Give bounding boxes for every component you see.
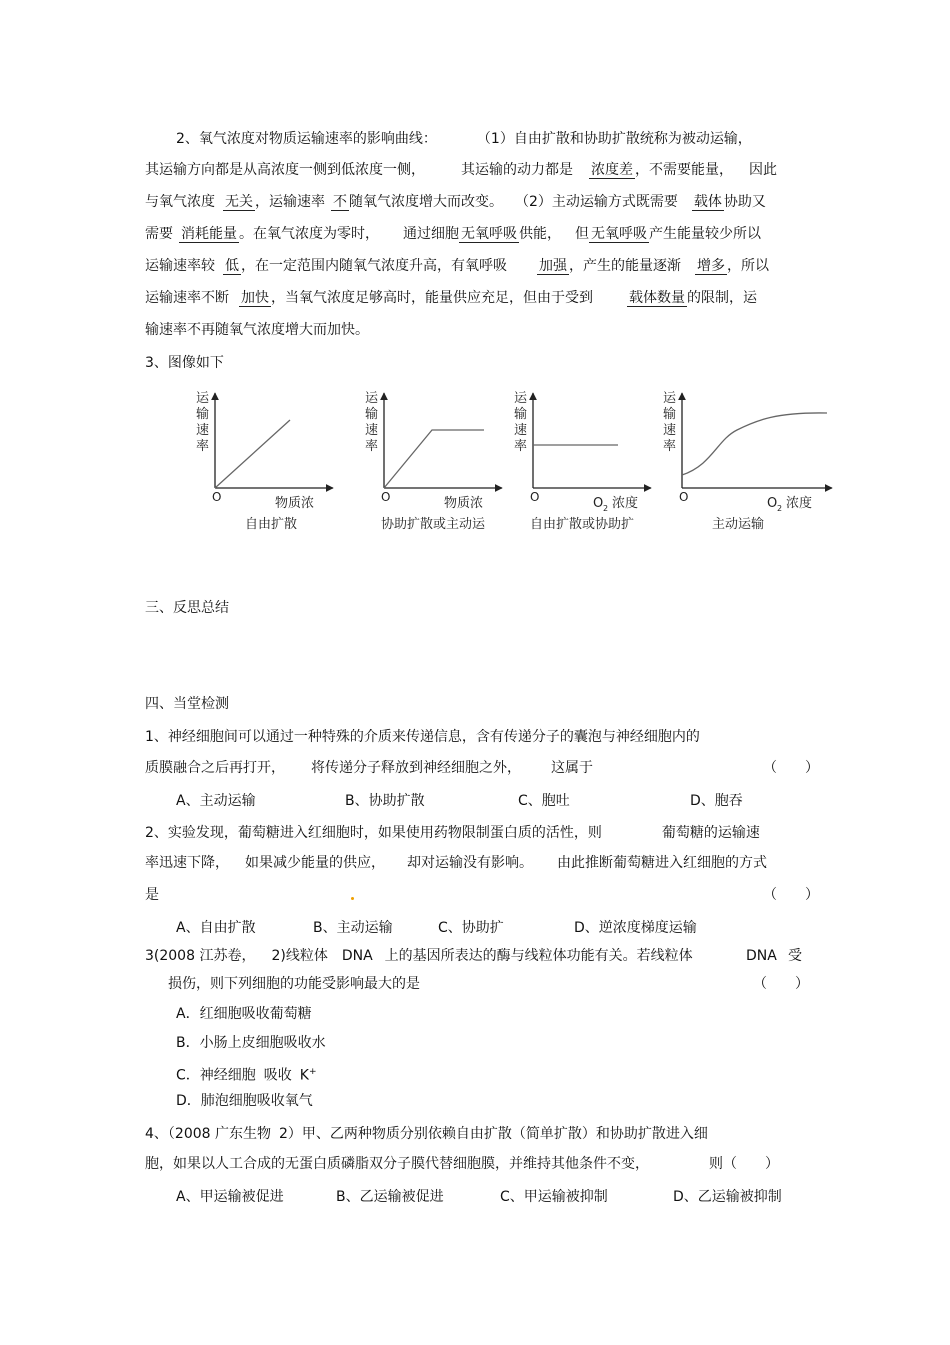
q3-answer-paren: （ ） xyxy=(753,976,809,992)
curve-sigmoid xyxy=(682,413,827,475)
curve-linear xyxy=(215,420,290,488)
blank-answer: 不 xyxy=(333,194,347,210)
y-axis-label: 运 xyxy=(365,391,379,406)
text: 通过细胞 xyxy=(403,226,459,242)
q1-option-d: D、胞吞 xyxy=(690,793,743,809)
blank-answer: 载体 xyxy=(693,194,722,210)
y-axis-label: 速 xyxy=(663,423,677,438)
x-axis-label-o: O xyxy=(593,496,604,511)
y-axis-label: 率 xyxy=(514,439,528,454)
para-line-6 xyxy=(145,288,757,308)
text: 则（ ） xyxy=(709,1156,779,1172)
text: C．神经细胞 xyxy=(176,1067,256,1084)
q1-line-2 xyxy=(145,758,593,778)
q1-answer-paren: （ ） xyxy=(763,760,819,776)
origin-label: O xyxy=(530,490,540,504)
blank-answer: 无氧呼吸 xyxy=(591,226,647,242)
text: 其运输方向都是从高浓度一侧到低浓度一侧， xyxy=(145,162,425,178)
q3-option-a: A．红细胞吸收葡萄糖 xyxy=(176,1006,312,1022)
text: 需要 xyxy=(145,226,173,242)
text: ，不需要能量， xyxy=(635,162,733,178)
q4-option-d: D、乙运输被抑制 xyxy=(673,1189,782,1205)
blank-answer: 无关 xyxy=(225,194,253,210)
blank-answer: 载体数量 xyxy=(629,290,685,306)
q3-line-1 xyxy=(145,946,693,966)
graph-caption: 自由扩散 xyxy=(245,517,298,532)
text: 率迅速下降， xyxy=(145,855,229,871)
text: 4、（2008 广东生物 xyxy=(145,1126,271,1142)
y-axis-label: 率 xyxy=(365,439,379,454)
section-3-title: 3、图像如下 xyxy=(145,355,224,371)
blank-answer: 无氧呼吸 xyxy=(461,226,517,242)
x-axis-label-sub: 2 xyxy=(603,504,609,513)
text: 质膜融合之后再打开， xyxy=(145,760,285,776)
graph-caption: 主动运输 xyxy=(712,517,765,532)
graph-caption: 协助扩散或主动运 xyxy=(381,517,486,532)
blank-answer: 浓度差 xyxy=(591,162,633,178)
curve-saturating xyxy=(384,430,484,488)
text: 运输速率不断 xyxy=(145,290,229,306)
y-axis-label: 输 xyxy=(196,407,210,422)
q1-option-c: C、胞吐 xyxy=(518,793,570,809)
q4-option-c: C、甲运输被抑制 xyxy=(500,1189,608,1205)
blank-answer: 消耗能量 xyxy=(181,226,237,242)
x-axis-label-sub: 2 xyxy=(777,504,783,513)
text: 胞，如果以人工合成的无蛋白质磷脂双分子膜代替细胞膜，并维持其他条件不变， xyxy=(145,1156,649,1172)
blank-answer: 增多 xyxy=(697,258,725,274)
x-axis-label: 浓度 xyxy=(786,496,813,511)
q2-option-c: C、协助扩 xyxy=(438,920,504,936)
q3-line-2: 损伤，则下列细胞的功能受影响最大的是 xyxy=(168,976,420,992)
q3-dna-text: DNA xyxy=(746,948,777,964)
blank-answer: 加强 xyxy=(539,258,567,274)
graph-caption: 自由扩散或协助扩 xyxy=(530,517,635,532)
q1-option-b: B、协助扩散 xyxy=(345,793,425,809)
stray-dot xyxy=(351,897,354,900)
para-line-7: 输速率不再随氧气浓度增大而加快。 xyxy=(145,322,369,338)
para-line-2 xyxy=(145,160,777,180)
origin-label: O xyxy=(381,490,391,504)
q2-answer-paren: （ ） xyxy=(763,887,819,903)
q4-option-b: B、乙运输被促进 xyxy=(336,1189,444,1205)
blank-answer: 低 xyxy=(225,258,239,274)
text: 2、实验发现，葡萄糖进入红细胞时，如果使用药物限制蛋白质的活性，则 xyxy=(145,825,602,841)
x-axis-label-o: O xyxy=(767,496,778,511)
y-axis-label: 运 xyxy=(196,391,210,406)
q2-option-d: D、逆浓度梯度运输 xyxy=(574,920,697,936)
text: 。在氧气浓度为零时， xyxy=(239,226,379,242)
origin-label: O xyxy=(212,490,222,504)
text: 随氧气浓度增大而改变。 xyxy=(349,194,503,210)
q4-line-2 xyxy=(145,1154,779,1174)
x-axis-label: 浓度 xyxy=(612,496,639,511)
superscript: + xyxy=(308,1067,317,1077)
text: 上的基因所表达的酶与线粒体功能有关。若线粒体 xyxy=(384,948,693,964)
text: 协助又 xyxy=(723,194,766,210)
para-line-5 xyxy=(145,256,769,276)
text: ，运输速率 xyxy=(255,194,325,210)
y-axis-label: 速 xyxy=(196,423,210,438)
x-axis-label: 物质浓 xyxy=(275,496,315,511)
q2-option-a: A、自由扩散 xyxy=(176,920,256,936)
para-line-1 xyxy=(176,129,752,149)
text: 因此 xyxy=(749,162,777,178)
text: ，在一定范围内随氧气浓度升高，有氧呼吸 xyxy=(241,258,507,274)
text: 供能， xyxy=(519,226,561,242)
text: 葡萄糖的运输速 xyxy=(661,825,760,841)
text: 产生能量较少所以 xyxy=(649,226,761,242)
q3-option-b: B．小肠上皮细胞吸收水 xyxy=(176,1035,326,1051)
y-axis-label: 运 xyxy=(663,391,677,406)
section-reflection-title: 三、反思总结 xyxy=(145,600,229,616)
y-axis-label: 率 xyxy=(196,439,210,454)
text: 2)线粒体 xyxy=(271,948,328,964)
y-axis-label: 输 xyxy=(365,407,379,422)
text: DNA xyxy=(341,948,373,964)
text: 由此推断葡萄糖进入红细胞的方式 xyxy=(557,855,767,871)
text: ，产生的能量逐渐 xyxy=(569,258,681,274)
text: ，所以 xyxy=(727,258,769,274)
text: （1）自由扩散和协助扩散统称为被动运输， xyxy=(476,131,752,147)
para-line-4 xyxy=(145,224,761,244)
y-axis-label: 输 xyxy=(514,407,528,422)
q1-line-1: 1、神经细胞间可以通过一种特殊的介质来传递信息，含有传递分子的囊泡与神经细胞内的 xyxy=(145,729,700,745)
q2-line-1 xyxy=(145,823,760,843)
text: ，当氧气浓度足够高时，能量供应充足，但由于受到 xyxy=(271,290,593,306)
para-line-3 xyxy=(145,192,766,212)
text: 运输速率较 xyxy=(145,258,215,274)
y-axis-label: 速 xyxy=(365,423,379,438)
text: 2）甲、乙两种物质分别依赖自由扩散（简单扩散）和协助扩散进入细 xyxy=(279,1126,708,1142)
text: 吸收 xyxy=(263,1067,292,1084)
text: 这属于 xyxy=(551,760,593,776)
text: 的限制，运 xyxy=(687,290,757,306)
section-test-title: 四、当堂检测 xyxy=(145,696,229,712)
q2-option-b: B、主动运输 xyxy=(313,920,393,936)
y-axis-label: 速 xyxy=(514,423,528,438)
text: K xyxy=(299,1067,309,1084)
text: 如果减少能量的供应， xyxy=(245,855,385,871)
q3-line-1-end: 受 xyxy=(788,948,802,964)
text: 3(2008 江苏卷， xyxy=(145,948,256,964)
text: 将传递分子释放到神经细胞之外， xyxy=(311,760,521,776)
y-axis-label: 输 xyxy=(663,407,677,422)
q3-option-d: D．肺泡细胞吸收氧气 xyxy=(176,1093,313,1109)
q2-line-3: 是 xyxy=(145,887,159,903)
text: 但 xyxy=(575,226,589,242)
text: 却对运输没有影响。 xyxy=(407,855,533,871)
text: 其运输的动力都是 xyxy=(461,162,573,178)
q4-option-a: A、甲运输被促进 xyxy=(176,1189,284,1205)
blank-answer: 加快 xyxy=(241,290,269,306)
q3-option-c xyxy=(176,1062,317,1086)
q4-line-1 xyxy=(145,1124,708,1144)
text: （2）主动运输方式既需要 xyxy=(515,194,678,210)
origin-label: O xyxy=(679,490,689,504)
transport-graphs xyxy=(185,385,885,535)
x-axis-label: 物质浓 xyxy=(444,496,484,511)
y-axis-label: 运 xyxy=(514,391,528,406)
q2-line-2 xyxy=(145,853,767,873)
y-axis-label: 率 xyxy=(663,439,677,454)
q1-option-a: A、主动运输 xyxy=(176,793,256,809)
text: 2、氧气浓度对物质运输速率的影响曲线： xyxy=(176,131,437,147)
text: 与氧气浓度 xyxy=(145,194,215,210)
